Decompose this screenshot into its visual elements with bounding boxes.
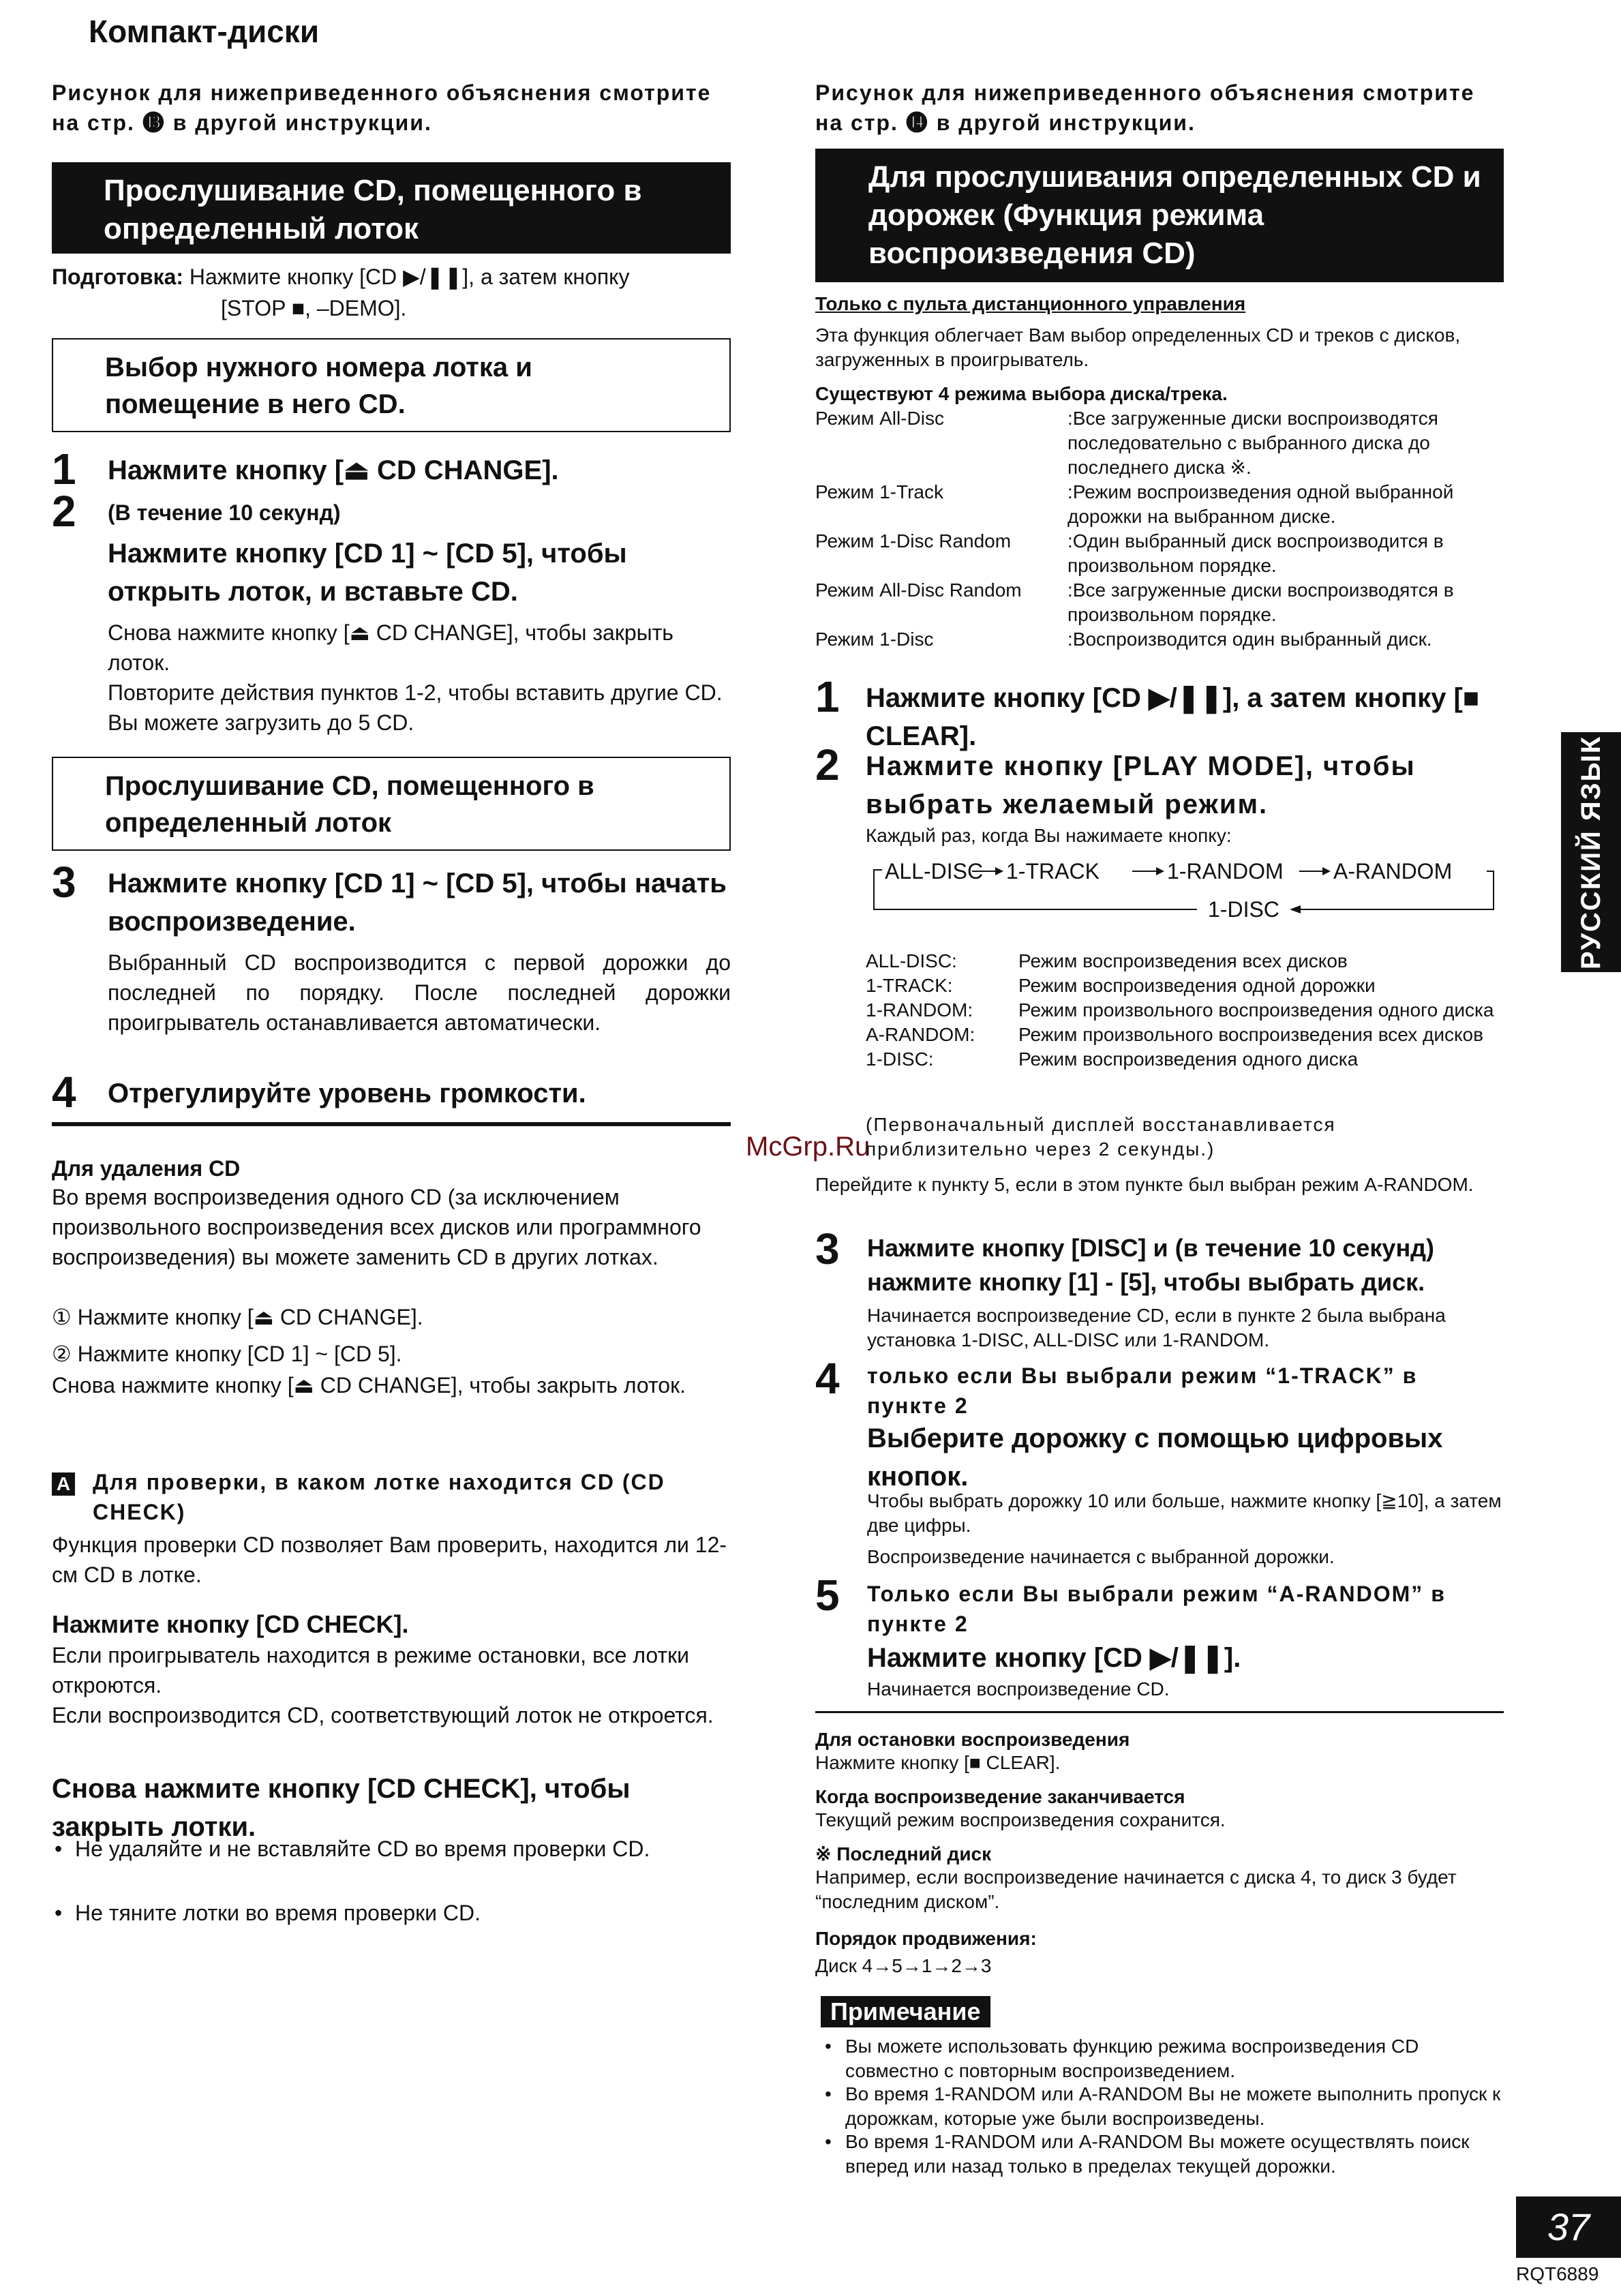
step-number: 3 (815, 1224, 840, 1273)
remove-step2: ② Нажмите кнопку [CD 1] ~ [CD 5]. (52, 1342, 402, 1366)
check-para: Функция проверки CD позволяет Вам проверить, находится ли 12-см CD в лотке. (52, 1532, 727, 1587)
r-step3-para: Начинается воспроизведение CD, если в пункте 2 была выбрана установка 1-DISC, ALL-DISC или 1-RANDOM. (867, 1305, 1446, 1350)
section-title-left: Прослушивание CD, помещенного в определенный лоток (52, 162, 731, 254)
r-step2-text: Нажмите кнопку [PLAY MODE], чтобы выбрать желаемый режим. (866, 751, 1416, 819)
end-title: Когда воспроизведение заканчивается (815, 1786, 1185, 1807)
note-item: • Вы можете использовать функцию режима воспроизведения CD совместно с повторным воспроизведением. (845, 2034, 1504, 2083)
mode-row: Режим All-Disc :Все загруженные диски воспроизводятся последовательно с выбранного диска до последнего диска ※. (815, 408, 1438, 478)
divider (52, 1122, 731, 1126)
def-row: 1-RANDOM: Режим произвольного воспроизведения одного диска (866, 999, 1494, 1021)
step-number: 3 (52, 858, 76, 907)
step3-text: Нажмите кнопку [CD 1] ~ [CD 5], чтобы начать воспроизведение. (108, 868, 727, 937)
remove-step1: ① Нажмите кнопку [⏏ CD CHANGE]. (52, 1305, 423, 1329)
def-row: ALL-DISC: Режим воспроизведения всех дисков (866, 950, 1348, 971)
step-number: 2 (52, 487, 76, 536)
check-heading1: Нажмите кнопку [CD CHECK]. (52, 1610, 409, 1638)
note-item: • Во время 1-RANDOM или A-RANDOM Вы не можете выполнить пропуск к дорожкам, которые уже были воспроизведены. (845, 2082, 1504, 2131)
remote-only: Только с пульта дистанционного управления (815, 293, 1246, 314)
prep-text1: Нажмите кнопку [CD ▶/❚❚], а затем кнопку (189, 265, 630, 289)
step2-text: Нажмите кнопку [CD 1] ~ [CD 5], чтобы открыть лоток, и вставьте CD. (108, 539, 627, 607)
r-step4-text: Выберите дорожку с помощью цифровых кнопок. (867, 1423, 1443, 1492)
def-row: A-RANDOM: Режим произвольного воспроизведения всех дисков (866, 1024, 1483, 1045)
r-step5-cond: Только если Вы выбрали режим “A-RANDOM” в пункте 2 (867, 1582, 1446, 1636)
remove-para: Во время воспроизведения одного CD (за исключением произвольного воспроизведения всех дисков или программного воспроизведения) вы можете заменить CD в других лотках. (52, 1185, 701, 1269)
step2-sub: (В течение 10 секунд) (108, 500, 341, 525)
step-number: 1 (52, 444, 76, 494)
remove-step3: Снова нажмите кнопку [⏏ CD CHANGE], чтобы закрыть лоток. (52, 1373, 686, 1398)
r-step4-para2: Воспроизведение начинается с выбранной дорожки. (867, 1546, 1335, 1567)
def-row: 1-TRACK: Режим воспроизведения одной дорожки (866, 975, 1376, 996)
mode-row: Режим 1-Disc :Воспроизводится один выбранный диск. (815, 629, 1432, 650)
mode-definitions (866, 949, 1504, 1072)
check-para2: Если воспроизводится CD, соответствующий лоток не откроется. (52, 1703, 714, 1727)
note-item: • Во время 1-RANDOM или A-RANDOM Вы можете осуществлять поиск вперед или назад только в пределах текущей дорожки. (845, 2130, 1504, 2179)
r-step1-text: Нажмите кнопку [CD ▶/❚❚], а затем кнопку [■ CLEAR]. (866, 683, 1480, 751)
r-step4-cond: только если Вы выбрали режим “1-TRACK” в пункте 2 (867, 1363, 1418, 1418)
r-step2-sub: Каждый раз, когда Вы нажимаете кнопку: (866, 825, 1232, 846)
watermark: McGrp.Ru (746, 1132, 870, 1162)
last-disc-title: ※ Последний диск (815, 1843, 992, 1864)
box-select-tray: Выбор нужного номера лотка и помещение в него CD. (52, 338, 731, 432)
r-step3-text: Нажмите кнопку [DISC] и (в течение 10 секунд) нажмите кнопку [1] - [5], чтобы выбрать диск. (867, 1234, 1435, 1296)
mode-row: Режим 1-Disc Random :Один выбранный диск воспроизводится в произвольном порядке. (815, 530, 1444, 576)
step3-para: Выбранный CD воспроизводится с первой дорожки до последней по порядку. После последней дорожки проигрыватель останавливается автоматически. (108, 950, 731, 1035)
check-para1: Если проигрыватель находится в режиме остановки, все лотки откроются. (52, 1643, 690, 1697)
stop-title: Для остановки воспроизведения (815, 1729, 1130, 1750)
badge-a-icon: A (52, 1472, 75, 1496)
step4-text: Отрегулируйте уровень громкости. (108, 1078, 586, 1108)
page-number: 37 (1516, 2196, 1621, 2258)
cycle-item: 1-RANDOM (1167, 859, 1284, 883)
mode-row: Режим All-Disc Random :Все загруженные диски воспроизводятся в произвольном порядке. (815, 579, 1454, 625)
def-row: 1-DISC: Режим воспроизведения одного диска (866, 1048, 1359, 1070)
section-title-right: Для прослушивания определенных CD и дорожек (Функция режима воспроизведения CD) (815, 149, 1504, 282)
cycle-item: 1-DISC (1204, 894, 1284, 924)
divider (815, 1711, 1504, 1713)
cycle-item: ALL-DISC (885, 859, 984, 883)
modes-table (815, 406, 1504, 652)
mode-cycle-diagram (870, 856, 1497, 924)
left-intro: Рисунок для нижеприведенного объяснения смотрите на стр. ⓭ в другой инструкции. (52, 80, 712, 135)
modes-title: Существуют 4 режима выбора диска/трека. (815, 383, 1228, 404)
note-label: Примечание (821, 1996, 990, 2027)
order-para: Диск 4→5→1→2→3 (815, 1955, 992, 1976)
r-step5-para: Начинается воспроизведение CD. (867, 1678, 1170, 1700)
step-number: 5 (815, 1571, 840, 1620)
page-title: Компакт-диски (89, 14, 320, 49)
right-desc: Эта функция облегчает Вам выбор определенных CD и треков с дисков, загруженных в проигрыватель. (815, 324, 1461, 370)
right-intro: Рисунок для нижеприведенного объяснения смотрите на стр. ⓮ в другой инструкции. (815, 80, 1475, 135)
step-number: 4 (815, 1354, 840, 1403)
step-number: 4 (52, 1068, 76, 1117)
step2-para2: Повторите действия пунктов 1-2, чтобы вставить другие CD. Вы можете загрузить до 5 CD. (108, 680, 723, 735)
prep-text2: [STOP ■, –DEMO]. (221, 296, 407, 320)
prep-label: Подготовка: (52, 265, 184, 289)
r-step5-text: Нажмите кнопку [CD ▶/❚❚]. (867, 1643, 1241, 1673)
box-play-tray: Прослушивание CD, помещенного в определенный лоток (52, 757, 731, 851)
r-step4-para1: Чтобы выбрать дорожку 10 или больше, нажмите кнопку [≧10], а затем две цифры. (867, 1490, 1502, 1536)
stop-para: Нажмите кнопку [■ CLEAR]. (815, 1752, 1061, 1773)
cycle-item: 1-TRACK (1006, 859, 1100, 883)
step2-para1: Снова нажмите кнопку [⏏ CD CHANGE], чтобы закрыть лоток. (108, 620, 673, 675)
check-heading2: Снова нажмите кнопку [CD CHECK], чтобы закрыть лотки. (52, 1774, 631, 1842)
last-disc-para: Например, если воспроизведение начинается с диска 4, то диск 3 будет “последним диском”. (815, 1867, 1457, 1912)
remove-title: Для удаления CD (52, 1156, 241, 1181)
end-para: Текущий режим воспроизведения сохранится. (815, 1809, 1226, 1830)
order-title: Порядок продвижения: (815, 1928, 1037, 1949)
check-bullet1: • Не удаляйте и не вставляйте CD во время проверки CD. (75, 1834, 731, 1864)
language-tab: РУССКИЙ ЯЗЫК (1561, 732, 1621, 972)
check-title: Для проверки, в каком лотке находится CD (CD CHECK) (93, 1470, 665, 1524)
step-number: 2 (815, 740, 840, 789)
check-bullet2: • Не тяните лотки во время проверки CD. (75, 1898, 731, 1928)
defs-note: (Первоначальный дисплей восстанавливается приблизительно через 2 секунды.) (866, 1114, 1336, 1160)
prep-line (52, 262, 731, 292)
goto5: Перейдите к пункту 5, если в этом пункте был выбран режим A-RANDOM. (815, 1174, 1474, 1195)
doc-code: RQT6889 (1516, 2263, 1599, 2284)
step-number: 1 (815, 672, 840, 721)
mode-row: Режим 1-Track :Режим воспроизведения одной выбранной дорожки на выбранном диске. (815, 481, 1454, 527)
cycle-item: A-RANDOM (1333, 859, 1453, 883)
step1-text: Нажмите кнопку [⏏ CD CHANGE]. (108, 455, 559, 485)
